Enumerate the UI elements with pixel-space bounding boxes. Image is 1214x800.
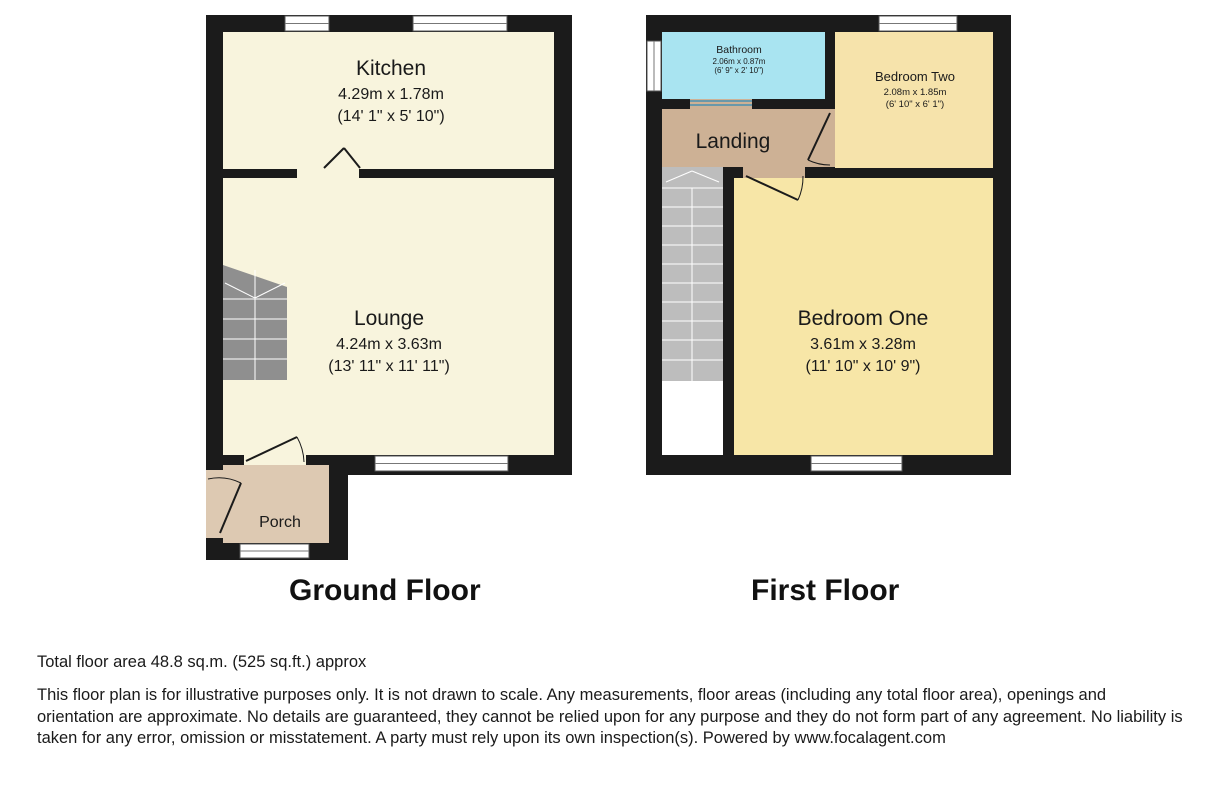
landing-name: Landing bbox=[695, 130, 771, 153]
ground-floor-plan bbox=[206, 15, 572, 560]
lounge-window bbox=[375, 456, 508, 471]
kitchen-imperial: (14' 1" x 5' 10") bbox=[337, 108, 445, 125]
kitchen-door-gap bbox=[297, 169, 359, 178]
bedroom-one-door-gap bbox=[743, 167, 805, 178]
first-floor-title: First Floor bbox=[751, 574, 900, 607]
bathroom-imperial: (6' 9" x 2' 10") bbox=[714, 66, 764, 75]
bedroom-one-imperial: (11' 10" x 10' 9") bbox=[805, 358, 921, 375]
lounge-metric: 4.24m x 3.63m bbox=[336, 336, 442, 353]
kitchen-window-right bbox=[413, 16, 507, 31]
lounge-name: Lounge bbox=[353, 307, 425, 330]
first-floor-plan bbox=[646, 15, 1011, 475]
bedroom-two-name: Bedroom Two bbox=[875, 69, 955, 84]
bedroom-one-metric: 3.61m x 3.28m bbox=[810, 336, 916, 353]
kitchen-name: Kitchen bbox=[355, 57, 427, 80]
bathroom-metric: 2.06m x 0.87m bbox=[712, 57, 766, 66]
bedroom-two-metric: 2.08m x 1.85m bbox=[883, 87, 947, 98]
bedroom-two-imperial: (6' 10" x 6' 1") bbox=[885, 99, 945, 110]
bedroom-two-window bbox=[879, 16, 957, 31]
first-floor-stairs bbox=[662, 167, 723, 381]
kitchen-metric: 4.29m x 1.78m bbox=[338, 86, 444, 103]
porch-window bbox=[240, 544, 309, 558]
ground-floor-title: Ground Floor bbox=[289, 574, 481, 607]
bedroom-one-window bbox=[811, 456, 902, 471]
porch-floor bbox=[223, 465, 329, 543]
lounge-imperial: (13' 11" x 11' 11") bbox=[328, 358, 450, 375]
bathroom-window bbox=[647, 41, 661, 91]
bathroom-name: Bathroom bbox=[716, 44, 762, 56]
bedroom-one-name: Bedroom One bbox=[797, 307, 929, 330]
disclaimer-text: This floor plan is for illustrative purposes only. It is not drawn to scale. Any measurements, floor areas (including any total floor area), openings and orientation are approximate. No details are guaranteed, they cannot be relied upon for any purpose and they do not form part of any agreement. No liability is taken for any error, omission or misstatement. A party must rely upon its own inspection(s). Powered by www.focalagent.com bbox=[37, 686, 1183, 747]
porch-front-door-opening bbox=[206, 470, 223, 538]
kitchen-window-left bbox=[285, 16, 329, 31]
kitchen-lounge-wall bbox=[223, 169, 554, 178]
porch-name: Porch bbox=[259, 514, 301, 531]
total-floor-area: Total floor area 48.8 sq.m. (525 sq.ft.) approx bbox=[37, 653, 367, 671]
